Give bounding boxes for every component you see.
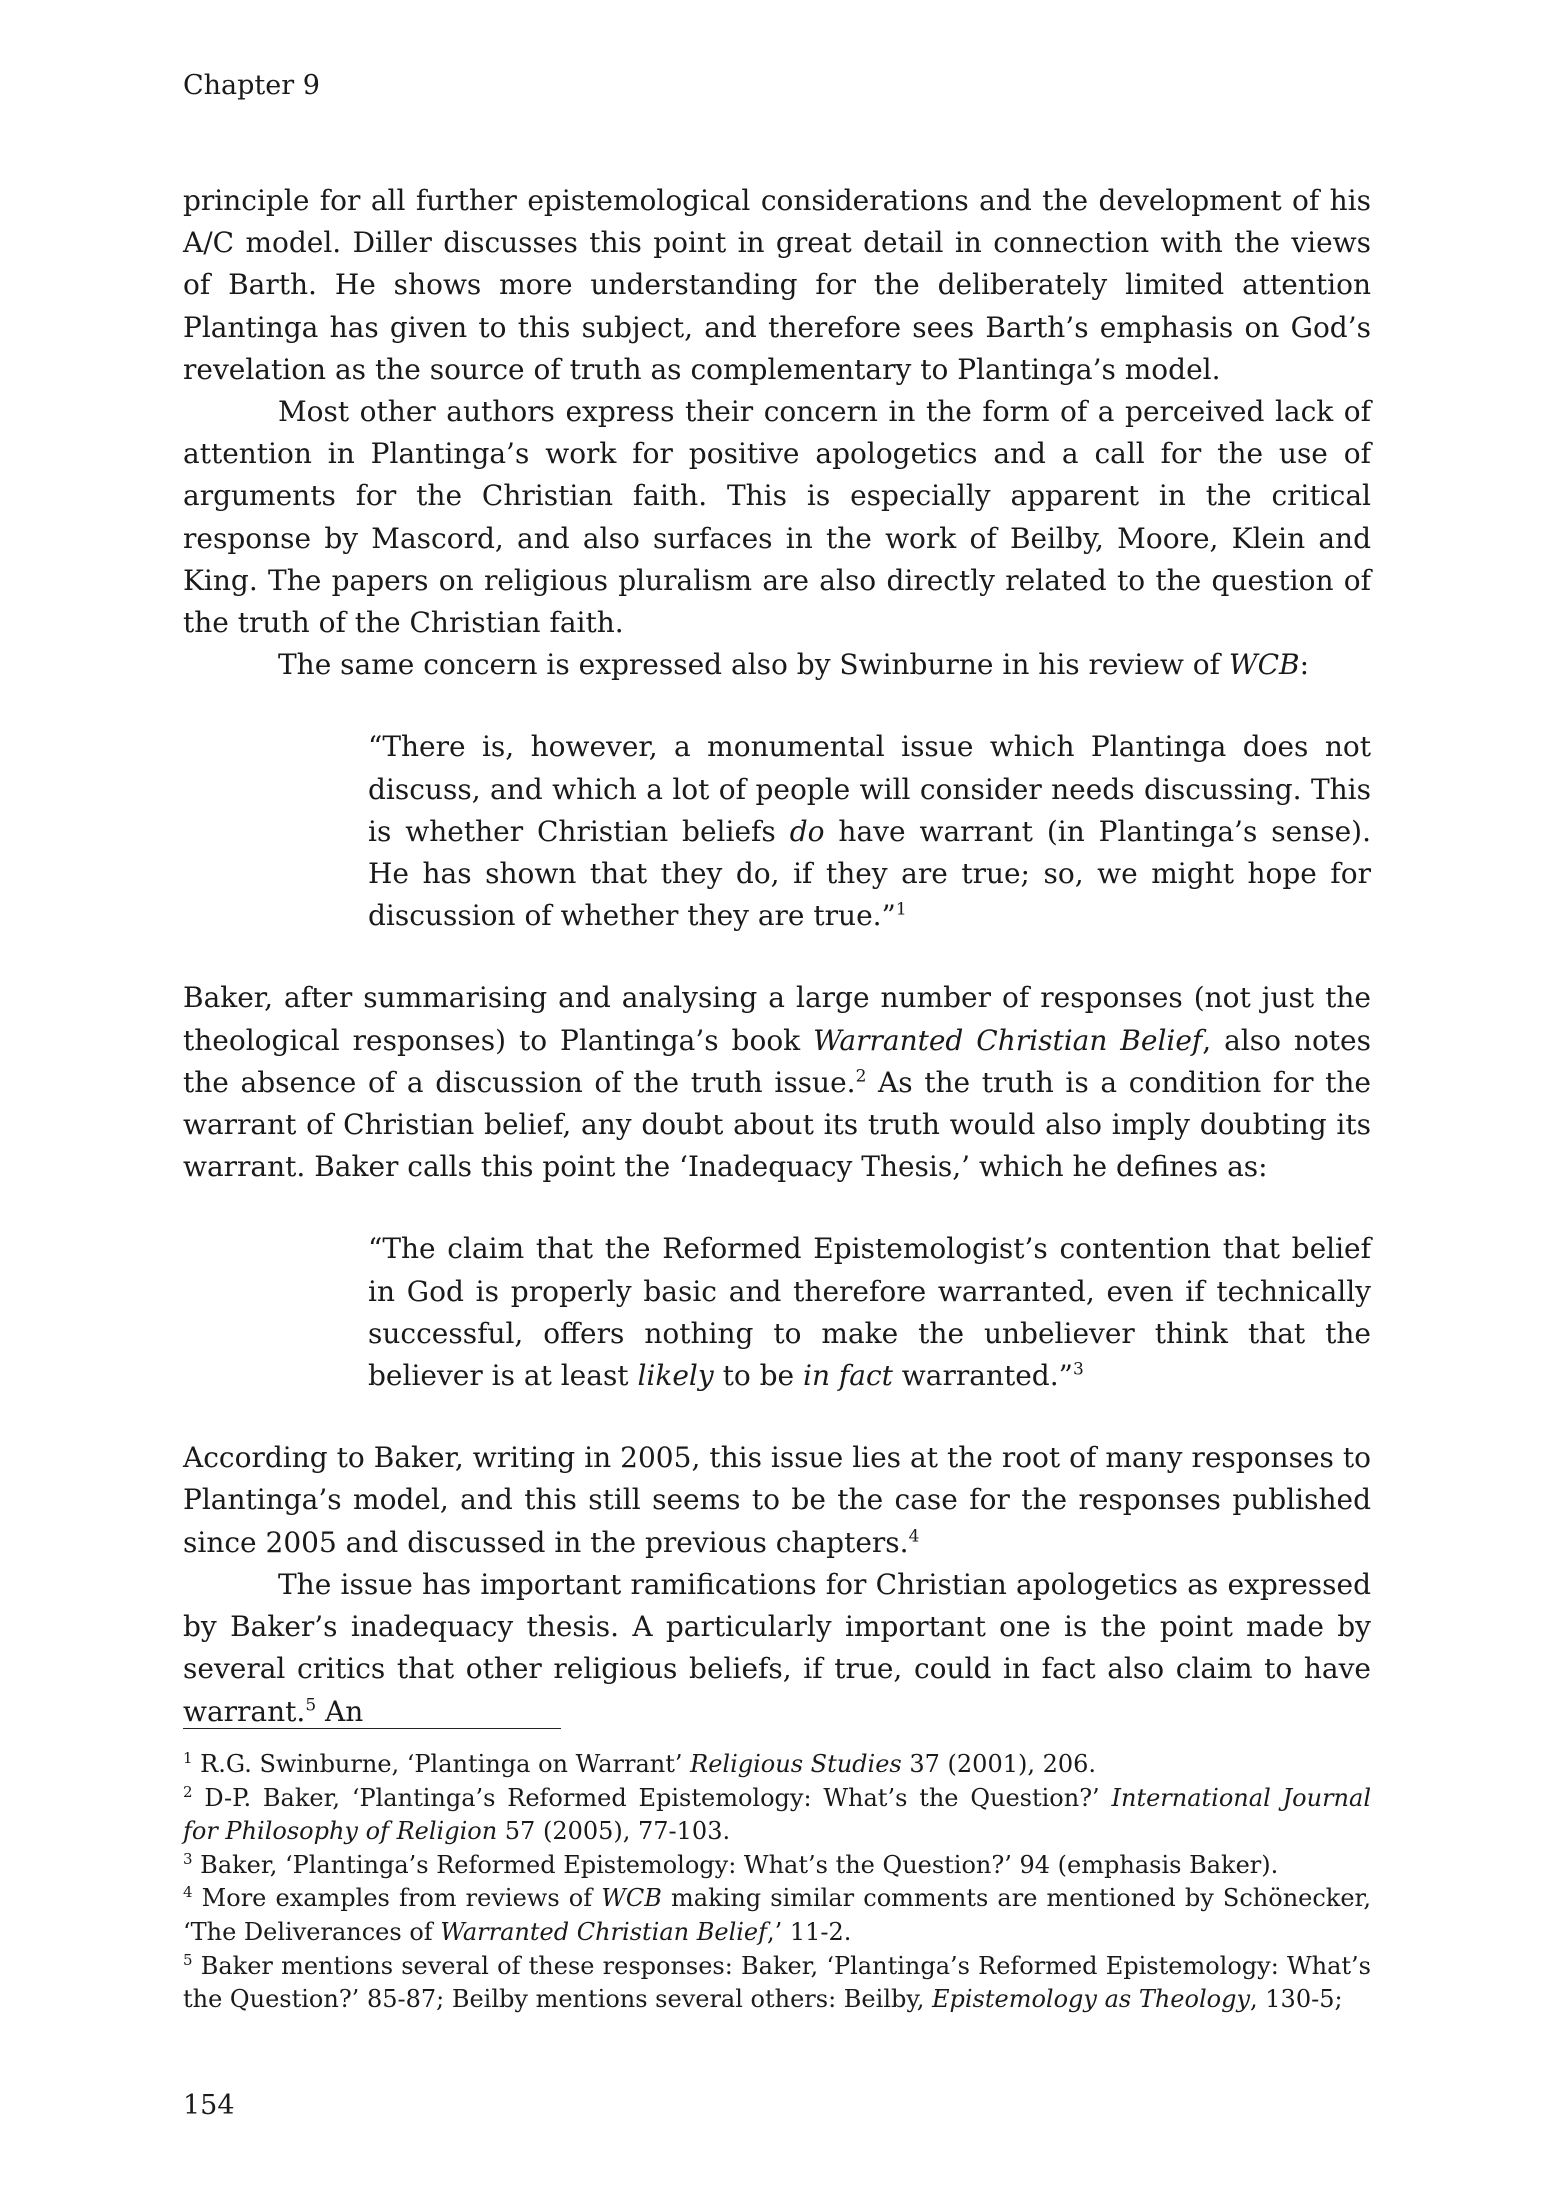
block-quote-swinburne: “There is, however, a monumental issue which Plantinga does not discuss, and which a lot of people will consider needs discussing. This is whether Christian beliefs do have warrant (in Plantinga’s sense). He has shown that they do, if they are true; so, we might hope for discussion of whether they are true.”$^1$ (368, 730, 1371, 933)
paragraph-6: The issue has important ramifications for Christian apologetics as expressed by Baker’s inadequacy thesis. A particularly important one is the point made by several critics that other religious beliefs, if true, could in fact also claim to have warrant.$^5$ An (183, 1567, 1371, 1728)
paragraph-4: Baker, after summarising and analysing a large number of responses (not just the theological responses) to Plantinga’s book Warranted Christian Belief, also notes the absence of a discussion of the truth issue.$^2$ As the truth is a condition for the warrant of Christian belief, any doubt about its truth would also imply doubting its warrant. Baker calls this point the ‘Inadequacy Thesis,’ which he defines as: (183, 981, 1371, 1184)
footnote-1: $^1$ R.G. Swinburne, ‘Plantinga on Warrant’ Religious Studies 37 (2001), 206. (183, 1749, 1097, 1778)
footnote-ref-2: 2 (855, 1066, 867, 1087)
paragraph-5: According to Baker, writing in 2005, this issue lies at the root of many responses to Plantinga’s model, and this still seems to be the case for the responses published since 2005 and discussed in the previous chapters.$^4$ (183, 1441, 1371, 1559)
block-quote-baker: “The claim that the Reformed Epistemologist’s contention that belief in God is properly basic and therefore warranted, even if technically successful, offers nothing to make the unbeliever think that the believer is at least likely to be in fact warranted.”$^3$ (368, 1232, 1371, 1393)
footnote-ref-5: 5 (305, 1695, 317, 1716)
paragraph-2: Most other authors express their concern in the form of a perceived lack of attention in Plantinga’s work for positive apologetics and a call for the use of arguments for the Christian faith. This is especially apparent in the critical response by Mascord, and also surfaces in the work of Beilby, Moore, Klein and King. The papers on religious pluralism are also directly related to the question of the truth of the Christian faith. (183, 395, 1371, 640)
footnote-ref-1: 1 (895, 899, 907, 920)
body-text (183, 180, 1371, 1733)
footnote-ref-3: 3 (1072, 1359, 1084, 1380)
footnote-separator (183, 1728, 561, 1729)
running-header: Chapter 9 (183, 70, 320, 101)
page-number: 154 (183, 2090, 235, 2121)
footnotes (183, 1748, 1371, 2017)
footnote-5: $^5$ Baker mentions several of these responses: Baker, ‘Plantinga’s Reformed Epistemology: What’s the Question?’ 85-87; Beilby mentions several others: Beilby, Epistemology as Theology, 130-5; (183, 1950, 1371, 2014)
footnote-ref-4: 4 (908, 1526, 920, 1547)
footnote-4: $^4$ More examples from reviews of WCB making similar comments are mentioned by Schönecker, ‘The Deliverances of Warranted Christian Belief,’ 11-2. (183, 1883, 1372, 1946)
paragraph-1: principle for all further epistemological considerations and the development of his A/C model. Diller discusses this point in great detail in connection with the views of Barth. He shows more understanding for the deliberately limited attention Plantinga has given to this subject, and therefore sees Barth’s emphasis on God’s revelation as the source of truth as complementary to Plantinga’s model. (183, 184, 1371, 386)
paragraph-3: The same concern is expressed also by Swinburne in his review of WCB: (278, 648, 1310, 682)
footnote-3: $^3$ Baker, ‘Plantinga’s Reformed Epistemology: What’s the Question?’ 94 (emphasis Baker). (183, 1849, 1279, 1879)
footnote-2: $^2$ D-P. Baker, ‘Plantinga’s Reformed Epistemology: What’s the Question?’ International Journal for Philosophy of Religion 57 (2005), 77-103. (183, 1782, 1372, 1846)
